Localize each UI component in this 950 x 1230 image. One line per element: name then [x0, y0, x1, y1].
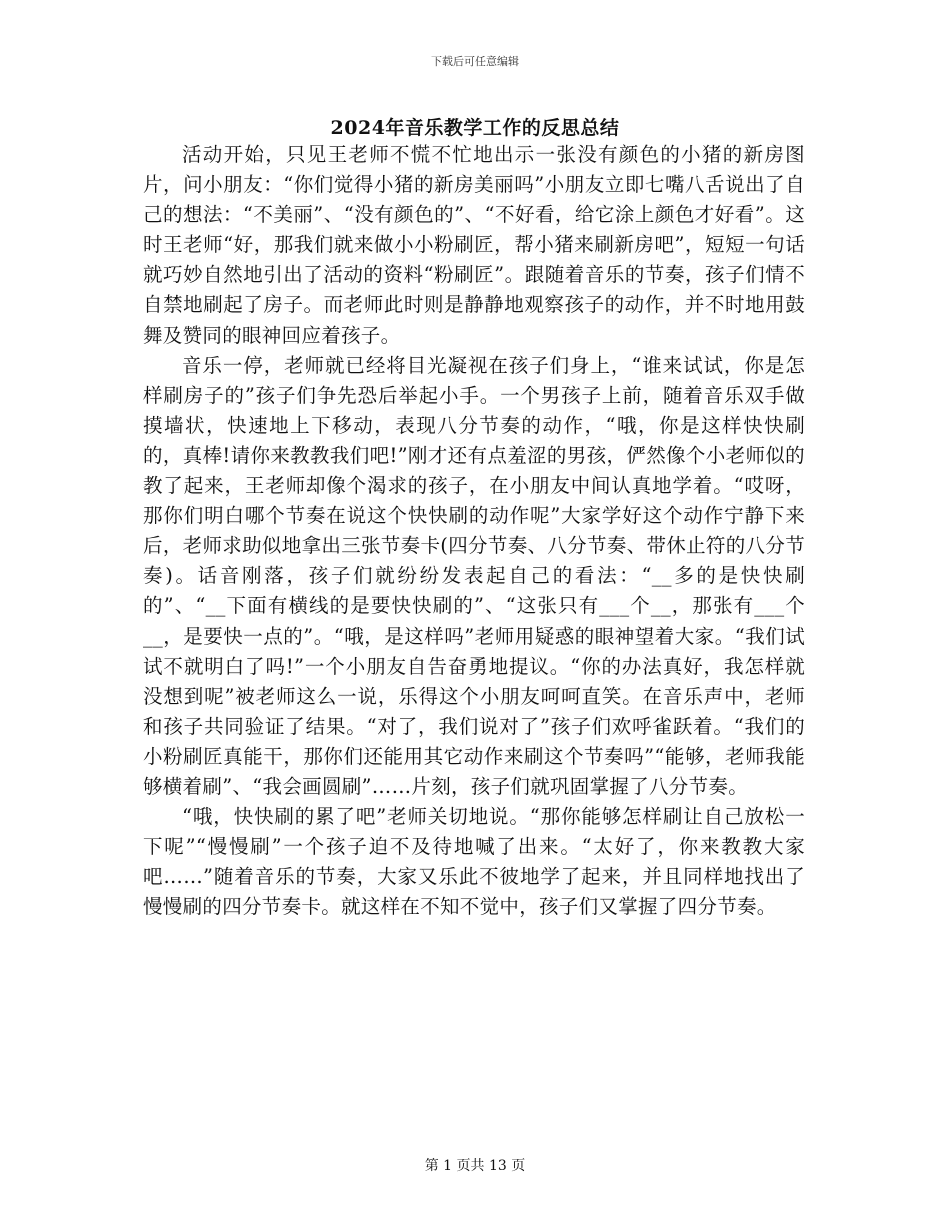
paragraph: 活动开始，只见王老师不慌不忙地出示一张没有颜色的小猪的新房图片，问小朋友：“你们觉得小猪的新房美丽吗”小朋友立即七嘴八舌说出了自己的想法：“不美丽”、“没有颜色的”、“不好看，给它涂上颜色才好看”。这时王老师“好，那我们就来做小小粉刷匠，帮小猪来刷新房吧”，短短一句话就巧妙自然地引出了活动的资料“粉刷匠”。跟随着音乐的节奏，孩子们情不自禁地刷起了房子。而老师此时则是静静地观察孩子的动作，并不时地用鼓舞及赞同的眼神回应着孩子。 — [143, 143, 805, 347]
document-title: 2024年音乐教学工作的反思总结 — [330, 117, 620, 139]
paragraph: “哦，快快刷的累了吧”老师关切地说。“那你能够怎样刷让自己放松一下呢”“慢慢刷”一个孩子迫不及待地喊了出来。“太好了，你来教教大家吧……”随着音乐的节奏，大家又乐此不彼地学了起来，并且同样地找出了慢慢刷的四分节奏卡。就这样在不知不觉中，孩子们又掌握了四分节奏。 — [143, 805, 805, 919]
page-number: 第 1 页共 13 页 — [424, 1158, 526, 1174]
page-header-note: 下载后可任意编辑 — [431, 55, 519, 68]
document-body — [143, 140, 805, 922]
paragraph: 音乐一停，老师就已经将目光凝视在孩子们身上，“谁来试试，你是怎样刷房子的”孩子们争先恐后举起小手。一个男孩子上前，随着音乐双手做摸墙状，快速地上下移动，表现八分节奏的动作，“哦，你是这样快快刷的，真棒!请你来教教我们吧!”刚才还有点羞涩的男孩，俨然像个小老师似的教了起来，王老师却像个渴求的孩子，在小朋友中间认真地学着。“哎呀，那你们明白哪个节奏在说这个快快刷的动作呢”大家学好这个动作宁静下来后，老师求助似地拿出三张节奏卡(四分节奏、八分节奏、带休止符的八分节奏)。话音刚落，孩子们就纷纷发表起自己的看法：“__多的是快快刷的”、“__下面有横线的是要快快刷的”、“这张只有___个__，那张有___个__，是要快一点的”。“哦，是这样吗”老师用疑惑的眼神望着大家。“我们试试不就明白了吗!”一个小朋友自告奋勇地提议。“你的办法真好，我怎样就没想到呢”被老师这么一说，乐得这个小朋友呵呵直笑。在音乐声中，老师和孩子共同验证了结果。“对了，我们说对了”孩子们欢呼雀跃着。“我们的小粉刷匠真能干，那你们还能用其它动作来刷这个节奏吗”“能够，老师我能够横着刷”、“我会画圆刷”……片刻，孩子们就巩固掌握了八分节奏。 — [143, 353, 805, 798]
